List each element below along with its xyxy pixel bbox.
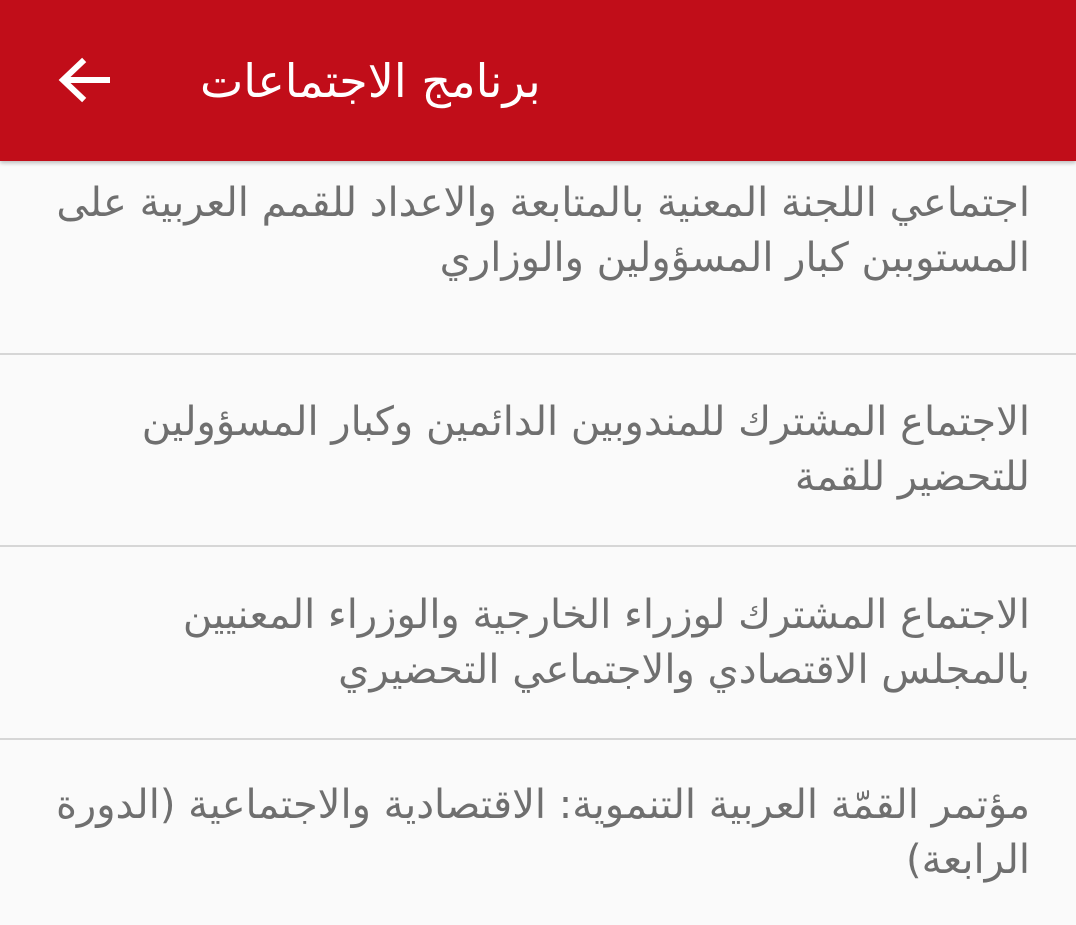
back-button[interactable] (40, 38, 128, 122)
page-title: برنامج الاجتماعات (200, 53, 541, 108)
meeting-item[interactable] (0, 355, 1076, 547)
meeting-title: الاجتماع المشترك لوزراء الخارجية والوزراء المعنيين بالمجلس الاقتصادي والاجتماعي التحضيري (182, 591, 1030, 693)
meeting-title: مؤتمر القمّة العربية التنموية: الاقتصادية والاجتماعية (الدورة الرابعة) (55, 781, 1030, 883)
meeting-item[interactable] (0, 161, 1076, 355)
meeting-title: اجتماعي اللجنة المعنية بالمتابعة والاعداد للقمم العربية على المستوببن كبار المسؤولين والوزاري (56, 180, 1030, 281)
meeting-item[interactable] (0, 740, 1076, 925)
arrow-back-icon (58, 57, 110, 103)
app-bar (0, 0, 1076, 161)
meeting-item[interactable] (0, 547, 1076, 740)
meeting-title: الاجتماع المشترك للمندوبين الدائمين وكبار المسؤولين للتحضير للقمة (141, 399, 1030, 500)
meetings-list (0, 161, 1076, 925)
